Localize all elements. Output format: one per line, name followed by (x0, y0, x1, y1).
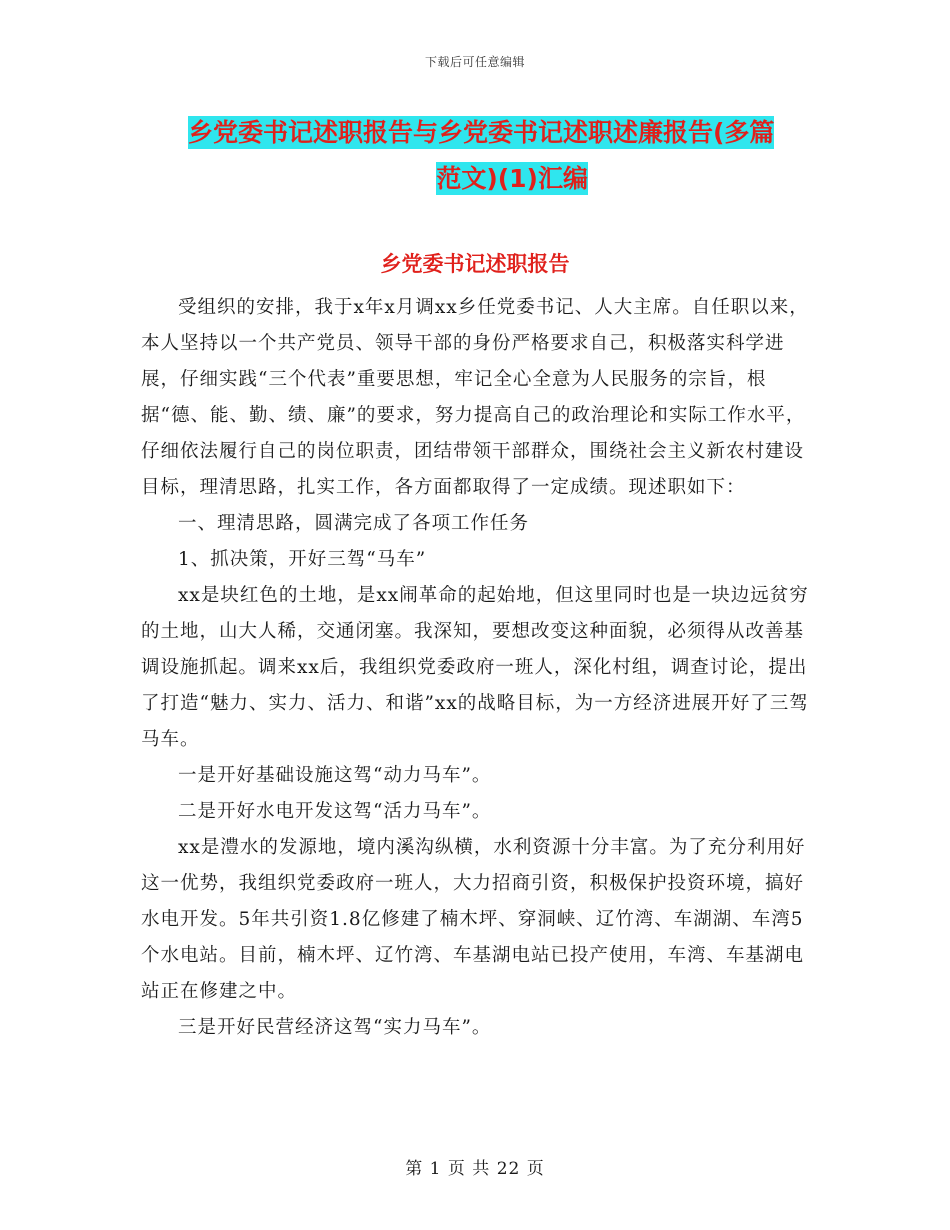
item-hydropower: 二是开好水电开发这驾“活力马车”。 (178, 801, 492, 822)
page-number (0, 1154, 950, 1179)
page-total: 22 (496, 1159, 521, 1179)
header-note: 下载后可任意编辑 (424, 55, 525, 69)
section-title: 乡党委书记述职报告 (380, 252, 570, 276)
page-middle: 页 共 (447, 1159, 491, 1179)
page-current: 1 (429, 1159, 442, 1179)
paragraph-hydropower: xx是澧水的发源地，境内溪沟纵横，水利资源十分丰富。为了充分利用好这一优势，我组织党委政府一班人，大力招商引资，积极保护投资环境，搞好水电开发。5年共引资1.8亿修建了楠木坪、穿洞峡、辽竹湾、车湖湖、车湾5个水电站。目前，楠木坪、辽竹湾、车基湖电站已投产使用，车湾、车基湖电站正在修建之中。 (141, 837, 806, 1002)
page-suffix: 页 (526, 1159, 545, 1179)
document-title-line-1: 乡党委书记述职报告与乡党委书记述职述廉报告(多篇 (188, 118, 775, 147)
subheading-decision: 1、抓决策，开好三驾“马车” (178, 549, 427, 570)
document-title-line-2: 范文)(1)汇编 (436, 164, 588, 193)
heading-part-one: 一、理清思路，圆满完成了各项工作任务 (178, 513, 530, 534)
paragraph-intro: 受组织的安排，我于x年x月调xx乡任党委书记、人大主席。自任职以来，本人坚持以一个共产党员、领导干部的身份严格要求自己，积极落实科学进展，仔细实践“三个代表”重要思想，牢记全心全意为人民服务的宗旨，根据“德、能、勤、绩、廉”的要求，努力提高自己的政治理论和实际工作水平，仔细依法履行自己的岗位职责，团结带领干部群众，围绕社会主义新农村建设目标，理清思路，扎实工作，各方面都取得了一定成绩。现述职如下： (141, 297, 809, 498)
document-body (141, 290, 821, 1046)
paragraph-background: xx是块红色的土地，是xx闹革命的起始地，但这里同时也是一块边远贫穷的土地，山大人稀，交通闭塞。我深知，要想改变这种面貌，必须得从改善基调设施抓起。调来xx后，我组织党委政府一班人，深化村组，调查讨论，提出了打造“魅力、实力、活力、和谐”xx的战略目标，为一方经济进展开好了三驾马车。 (141, 585, 809, 750)
item-infrastructure: 一是开好基础设施这驾“动力马车”。 (178, 765, 492, 786)
document-title (188, 110, 818, 202)
item-private-economy: 三是开好民营经济这驾“实力马车”。 (178, 1017, 492, 1038)
page-prefix: 第 (405, 1159, 424, 1179)
